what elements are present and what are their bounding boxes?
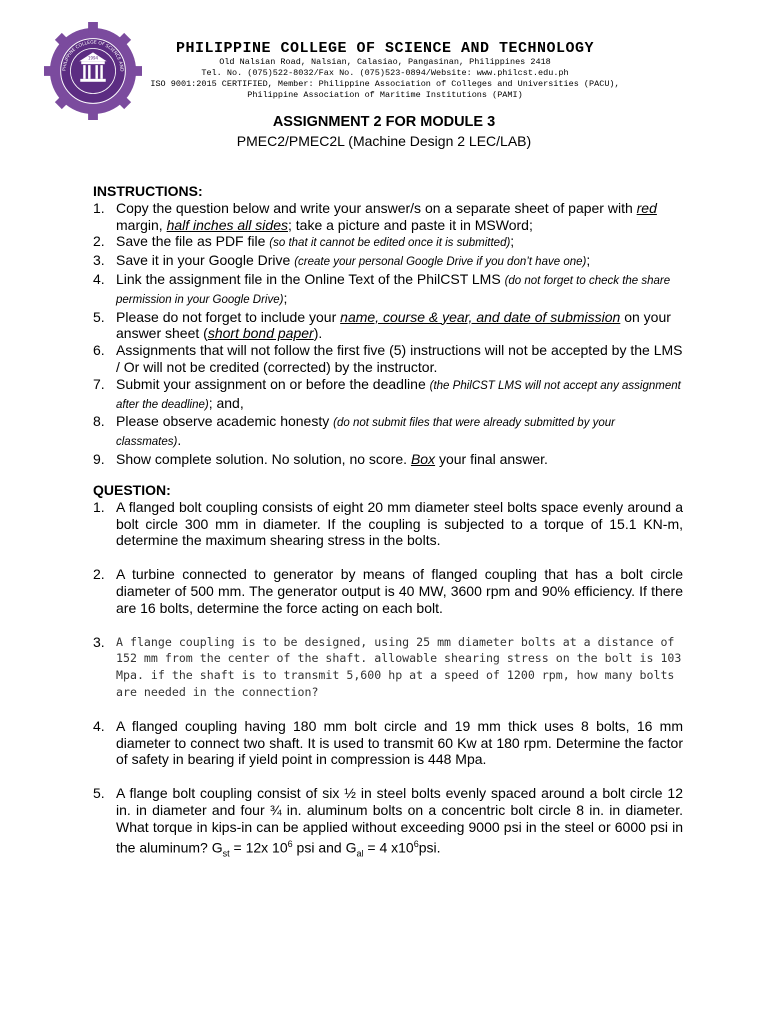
- instructions-section: [93, 183, 683, 468]
- svg-text:1994: 1994: [88, 55, 98, 61]
- instruction-item: 9. Show complete solution. No solution, no score. Box your final answer.: [93, 450, 548, 467]
- instruction-item: 2. Save the file as PDF file (so that it cannot be edited once it is submitted);: [93, 233, 515, 250]
- question-item: 3. A flange coupling is to be designed, using 25 mm diameter bolts at a distance of 152 mm from the center of the shaft. allowable shearing stress on the bolt is 103 Mpa. if the shaft is to transmit 5,600 hp at a speed of 1200 rpm, how many bolts are needed in the connection?: [93, 633, 682, 699]
- assignment-title: ASSIGNMENT 2 FOR MODULE 3: [272, 114, 496, 130]
- instruction-item: 6. Assignments that will not follow the first five (5) instructions will not be accepted by the LMS / Or will not be credited (corrected) by the instructor.: [93, 342, 683, 375]
- instruction-item: 8. Please observe academic honesty (do not submit files that were already submitted by your classmates).: [93, 413, 616, 449]
- instruction-item: 7. Submit your assignment on or before the deadline (the PhilCST LMS will not accept any assignment after the deadline); and,: [93, 375, 681, 411]
- question-item: 5. A flange bolt coupling consist of six ½ in steel bolts evenly spaced around a bolt circle 12 in. in diameter and four ¾ in. aluminum bolts on a concentric bolt circle 8 in. in diameter. What torque in kips-in can be applied without exceeding 9000 psi in the steel or 6000 psi in the aluminum? $G_{st} = 12x$ $10^6$ psi and $G_{al} = 4$ $x10^6psi$.: [93, 785, 683, 858]
- question-item: 2. A turbine connected to generator by means of flanged coupling that has a bolt circle diameter of 500 mm. The generator output is 40 MW, 3600 rpm and 90% efficiency. If there are 16 bolts, determine the force acting on each bolt.: [93, 566, 683, 616]
- questions-section: [93, 482, 683, 879]
- question-heading: QUESTION:: [93, 482, 171, 498]
- letterhead: [140, 40, 630, 101]
- address-line: Old Nalsian Road, Nalsian, Calasiao, Pangasinan, Philippines 2418: [219, 57, 551, 67]
- institution-name: PHILIPPINE COLLEGE OF SCIENCE AND TECHNOLOGY: [175, 40, 595, 57]
- instruction-item: 4. Link the assignment file in the Online Text of the PhilCST LMS (do not forget to check the share permission in your Google Drive);: [93, 270, 671, 306]
- question-item: 1. A flanged bolt coupling consists of eight 20 mm diameter steel bolts space evenly around a bolt circle 300 mm in diameter. If the coupling is subjected to a torque of 15.1 KN-m, determine the maximum shearing stress in the bolts.: [93, 498, 683, 549]
- svg-text:PHILIPPINE COLLEGE OF SCIENCE: PHILIPPINE COLLEGE OF SCIENCE AND: [62, 40, 124, 72]
- pami-line: Philippine Association of Maritime Institutions (PAMI): [247, 90, 523, 100]
- iso-line: ISO 9001:2015 CERTIFIED, Member: Philippine Association of Colleges and Universities (PACU),: [150, 79, 620, 89]
- instruction-item: 3. Save it in your Google Drive (create your personal Google Drive if you don’t have one);: [93, 252, 591, 269]
- college-seal-logo: [44, 22, 142, 120]
- question-item: 4. A flanged coupling having 180 mm bolt circle and 19 mm thick uses 8 bolts, 16 mm diameter to connect two shaft. It is used to transmit 60 Kw at 180 rpm. Determine the factor of safety in bearing if yield point in compression is 448 Mpa.: [93, 717, 683, 768]
- instruction-item: 1. Copy the question below and write your answer/s on a separate sheet of paper with red margin, half inches all sides; take a picture and paste it in MSWord;: [93, 199, 657, 233]
- contact-line: Tel. No. (075)522-8032/Fax No. (075)523-0894/Website: www.philcst.edu.ph: [201, 68, 569, 78]
- course-subtitle: PMEC2/PMEC2L (Machine Design 2 LEC/LAB): [236, 133, 532, 149]
- instruction-item: 5. Please do not forget to include your name, course & year, and date of submission on your answer sheet (short bond paper).: [93, 308, 671, 342]
- instructions-heading: INSTRUCTIONS:: [93, 183, 203, 199]
